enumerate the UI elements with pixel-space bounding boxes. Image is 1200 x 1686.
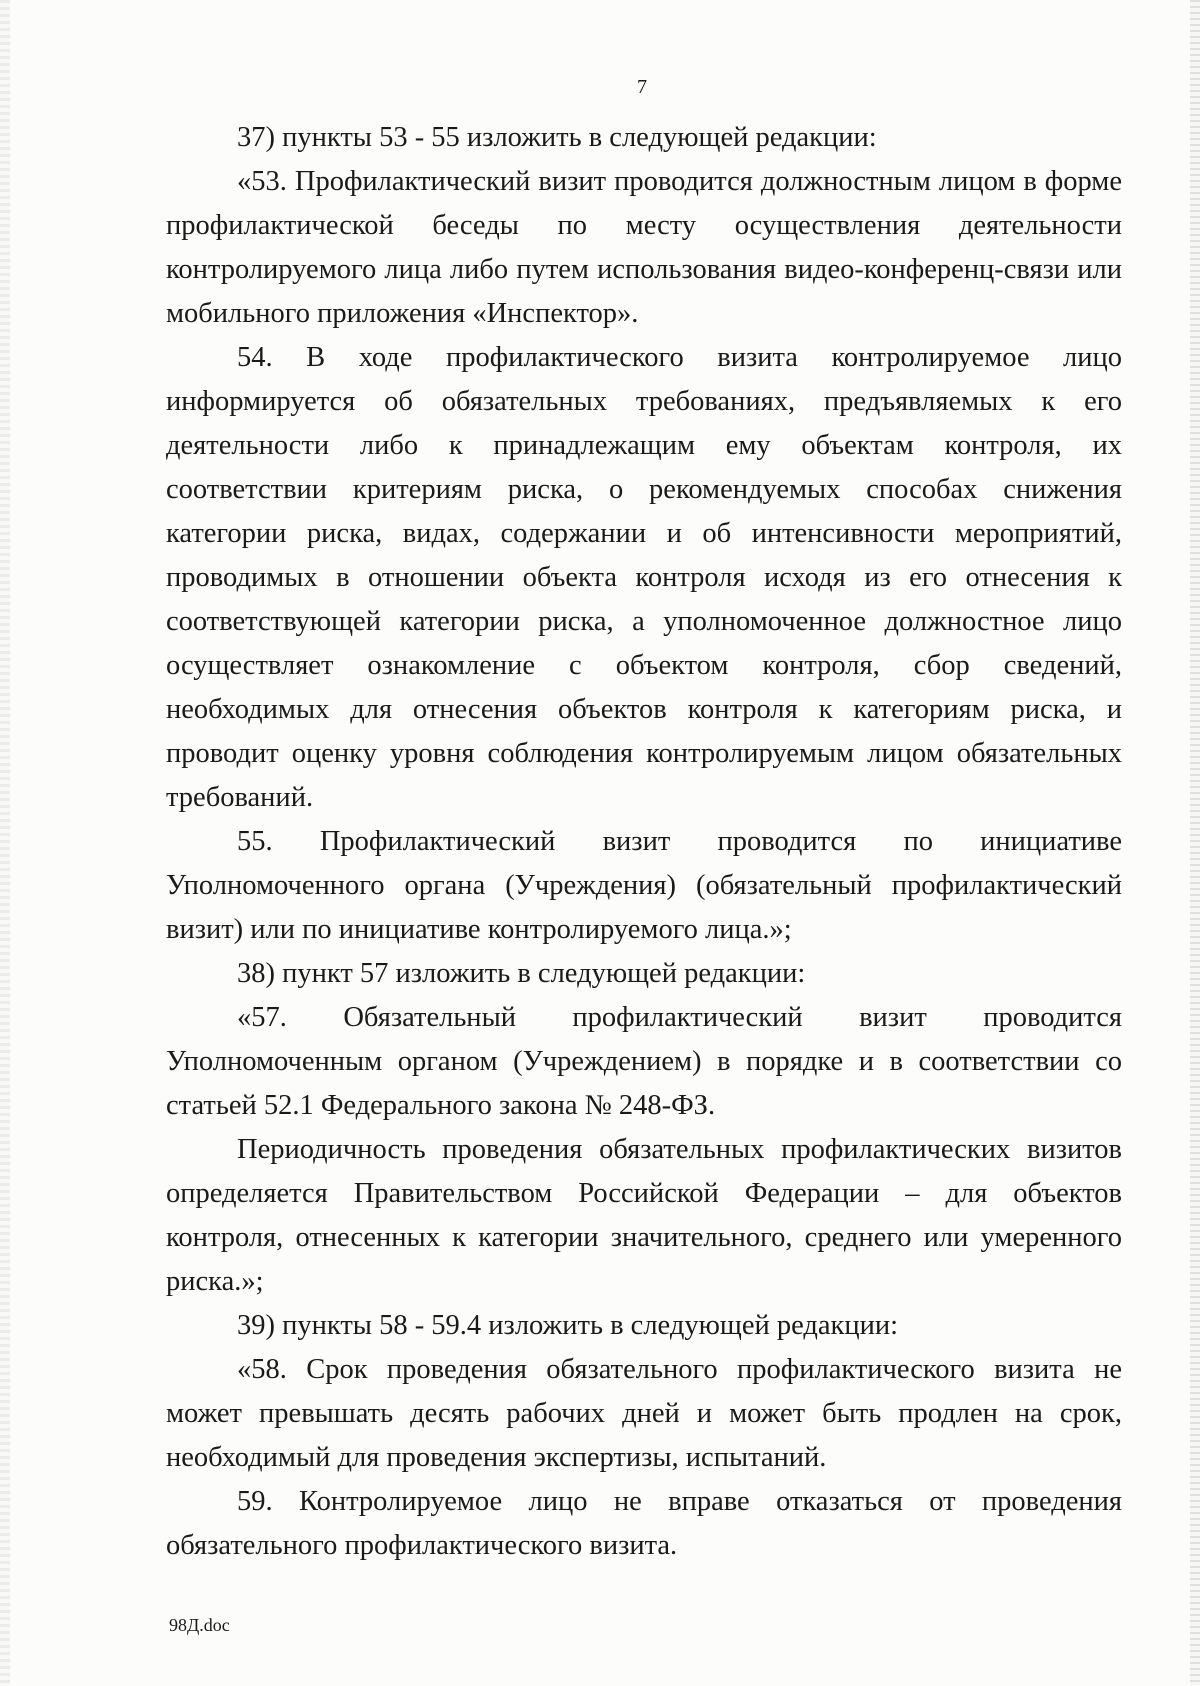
paragraph-periodicity: Периодичность проведения обязательных профилактических визитов определяется Правительством Российской Федерации – для объектов контроля, отнесенных к категории значительного, среднего или умеренного риска.»; bbox=[166, 1134, 1122, 1297]
scan-edge-right bbox=[1190, 0, 1200, 1686]
paragraph-item-38: 38) пункт 57 изложить в следующей редакции: bbox=[237, 958, 806, 989]
document-body bbox=[166, 116, 1122, 1568]
paragraph-clause-54: 54. В ходе профилактического визита контролируемое лицо информируется об обязательных требованиях, предъявляемых к его деятельности либо к принадлежащим ему объектам контроля, их соответствии критериям риска, о рекомендуемых способах снижения категории риска, видах, содержании и об интенсивности мероприятий, проводимых в отношении объекта контроля исходя из его отнесения к соответствующей категории риска, а уполномоченное должностное лицо осуществляет ознакомление с объектом контроля, сбор сведений, необходимых для отнесения объектов контроля к категориям риска, и проводит оценку уровня соблюдения контролируемым лицом обязательных требований. bbox=[166, 342, 1122, 813]
scan-edge-left bbox=[0, 0, 10, 1686]
paragraph-item-37: 37) пункты 53 - 55 изложить в следующей редакции: bbox=[237, 122, 877, 153]
page-number: 7 bbox=[637, 76, 647, 98]
paragraph-clause-53: «53. Профилактический визит проводится должностным лицом в форме профилактической беседы по месту осуществления деятельности контролируемого лица либо путем использования видео-конференц-связи или мобильного приложения «Инспектор». bbox=[166, 166, 1122, 329]
file-name-footer: 98Д.doc bbox=[169, 1615, 230, 1635]
paragraph-clause-59: 59. Контролируемое лицо не вправе отказаться от проведения обязательного профилактического визита. bbox=[166, 1486, 1122, 1561]
paragraph-clause-55: 55. Профилактический визит проводится по инициативе Уполномоченного органа (Учреждения) (обязательный профилактический визит) или по инициативе контролируемого лица.»; bbox=[166, 826, 1122, 945]
paragraph-clause-57: «57. Обязательный профилактический визит проводится Уполномоченным органом (Учреждением) в порядке и в соответствии со статьей 52.1 Федерального закона № 248-ФЗ. bbox=[166, 1002, 1122, 1121]
paragraph-clause-58: «58. Срок проведения обязательного профилактического визита не может превышать десять рабочих дней и может быть продлен на срок, необходимый для проведения экспертизы, испытаний. bbox=[166, 1354, 1122, 1473]
paragraph-item-39: 39) пункты 58 - 59.4 изложить в следующей редакции: bbox=[237, 1310, 899, 1341]
